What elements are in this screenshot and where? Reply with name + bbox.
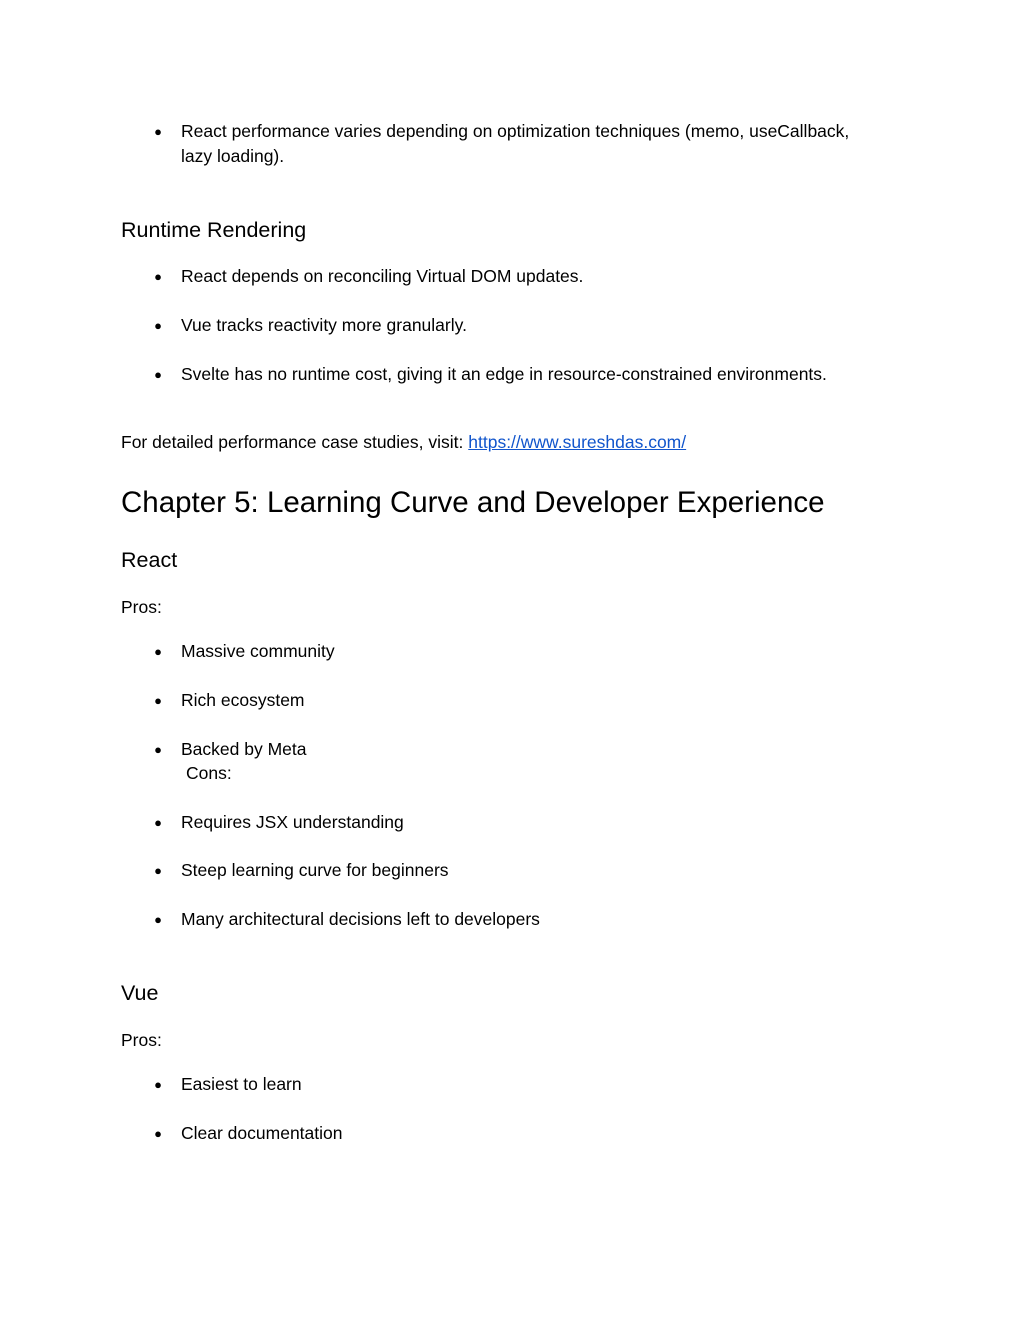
section-heading-runtime-rendering: Runtime Rendering — [121, 218, 307, 242]
list-item: Steep learning curve for beginners — [181, 860, 449, 880]
list-item-continuation: lazy loading). — [181, 146, 285, 166]
list-item: Many architectural decisions left to developers — [181, 909, 540, 929]
list-item: Clear documentation — [181, 1123, 343, 1143]
sureshdas-link[interactable]: https://www.sureshdas.com/ — [468, 432, 687, 452]
list-item: Svelte has no runtime cost, giving it an edge in resource-constrained environments. — [181, 364, 827, 384]
list-item: React depends on reconciling Virtual DOM updates. — [181, 266, 584, 286]
list-item: React performance varies depending on optimization techniques (memo, useCallback, — [181, 121, 850, 141]
chapter-title: Chapter 5: Learning Curve and Developer Experience — [121, 486, 825, 519]
list-item: Massive community — [181, 641, 335, 661]
bullet-icon: ● — [154, 644, 162, 659]
vue-pros-label: Pros: — [121, 1030, 162, 1050]
react-cons-label: Cons: — [186, 763, 232, 783]
bullet-icon: ● — [154, 742, 162, 757]
bullet-icon: ● — [154, 1077, 162, 1092]
list-item: Requires JSX understanding — [181, 812, 404, 832]
react-pros-label: Pros: — [121, 597, 162, 617]
bullet-icon: ● — [154, 912, 162, 927]
bullet-icon: ● — [154, 367, 162, 382]
bullet-icon: ● — [154, 1126, 162, 1141]
section-heading-react: React — [121, 548, 178, 572]
case-studies-paragraph — [121, 430, 686, 455]
bullet-icon: ● — [154, 815, 162, 830]
list-item: Rich ecosystem — [181, 690, 305, 710]
bullet-icon: ● — [154, 269, 162, 284]
list-item: Vue tracks reactivity more granularly. — [181, 315, 467, 335]
bullet-icon: ● — [154, 318, 162, 333]
list-item: Backed by Meta — [181, 739, 307, 759]
bullet-icon: ● — [154, 124, 162, 139]
case-studies-text: For detailed performance case studies, visit: — [121, 432, 469, 452]
bullet-icon: ● — [154, 863, 162, 878]
bullet-icon: ● — [154, 693, 162, 708]
section-heading-vue: Vue — [121, 981, 159, 1005]
list-item: Easiest to learn — [181, 1074, 302, 1094]
